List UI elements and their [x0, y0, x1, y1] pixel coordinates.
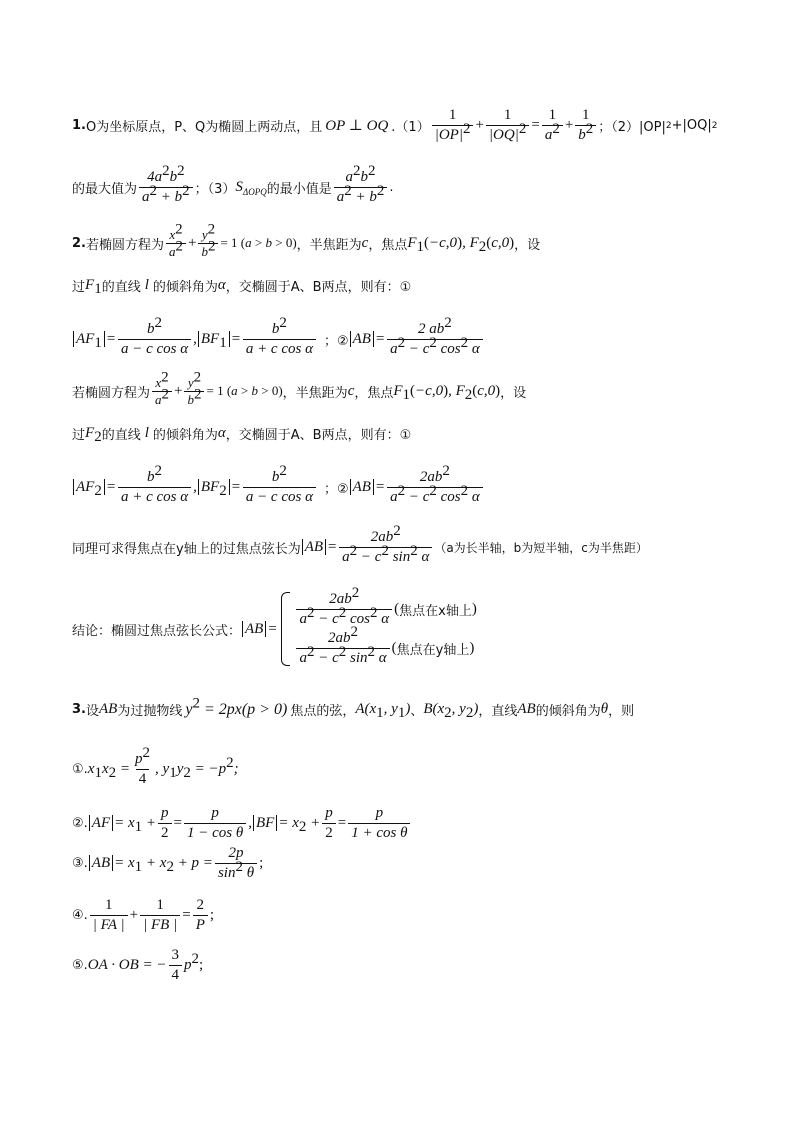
p2-a3: ，焦点 — [368, 237, 408, 253]
p2-g2: （a为长半轴，b为短半轴，c为半焦距） — [434, 541, 648, 556]
p1-frac-oq: $\frac{1}{|OQ|^2}$ — [486, 108, 529, 143]
p3-i3: ③. — [72, 856, 88, 872]
p2-number: 2. — [72, 235, 86, 251]
p2-e3: 的倾斜角为 — [152, 428, 218, 443]
p2-h3: 焦点在y轴上 — [396, 643, 470, 659]
p3-item4: ④. $\frac{1}{| FA |}$ + $\frac{1}{| FB |}$ = $\frac{2}{P}$ ; — [72, 897, 215, 933]
p1-text3: ；（2）|OP| — [598, 120, 666, 136]
p2-h1: 结论：椭圆过焦点弦长公式： — [72, 623, 242, 639]
p2-b3: 的倾斜角为 — [152, 280, 218, 295]
p1-text2: .（1） — [391, 120, 430, 136]
p1-line2a: 的最大值为 — [72, 182, 138, 198]
p3-line1: 3. 设 AB 为过抛物线 $y^2 = 2px(p > 0)$ 焦点的弦， $A(x_1$, $y_1$) 、 $B(x_2$, $y_2$) ，直线 AB 的倾斜角为 θ ，则 — [72, 695, 635, 721]
p2-line6: $AF_2$ = $\frac{b^2}{\text{a + c cos α}}$ , $BF_2$ = $\frac{b^2}{\text{a − c cos α}}$ ；② AB = $\frac{2ab^2}{a^2 - c^2 \cos^2 \alpha}$ — [72, 470, 485, 505]
p2-line1: 2. 若椭圆方程为 $\frac{x^2}{a^2}$ + $\frac{y^2}{b^2}$ = 1 (a > b > 0) ，半焦距为 c ，焦点 $F_1(-c,0)$, $F_2(c,0)$ ，设 — [72, 221, 541, 259]
p3-number: 3. — [72, 702, 86, 717]
p2-b2: 的直线 — [101, 280, 141, 295]
p3-item2: ②. AF = $x_1$ + $\frac{p}{2}$ = $\frac{p}{\text{1 − cos θ}}$ , BF = $x_2$ + $\frac{p}{2}$ = $\frac{p}{\text{1 + cos θ}}$ — [72, 806, 412, 841]
p3-a4: ，直线 — [478, 704, 518, 719]
p1-text4: +|OQ| — [671, 118, 712, 134]
p2-d3: ，焦点 — [354, 385, 394, 401]
p2-a2: ，半焦距为 — [296, 237, 362, 253]
p1-text1: O为坐标原点，P、Q为椭圆上两动点，且 — [85, 120, 323, 136]
p2-b4: ，交椭圆于A、B两点，则有：① — [225, 280, 412, 295]
brace-icon — [281, 592, 290, 666]
p3-i4: ④. — [72, 908, 88, 924]
p1-number: 1. — [72, 118, 86, 134]
p2-d2: ，半焦距为 — [282, 385, 348, 401]
p1-line2c: 的最小值是 — [266, 182, 332, 198]
p2-a1: 若椭圆方程为 — [85, 237, 164, 253]
p2-a4: ，设 — [514, 237, 541, 253]
p2-c1: ；② — [323, 334, 349, 350]
p2-line3: $AF_1$ = $\frac{b^2}{\text{a − c cos α}}$ , $BF_1$ = $\frac{b^2}{\text{a + c cos α}}$ ；② AB = $\frac{2 ab^2}{a^2 - c^2 \cos^2 \alpha}$ — [72, 322, 485, 357]
p2-line4: 若椭圆方程为 $\frac{x^2}{a^2}$ + $\frac{y^2}{b^2}$ = 1 (a > b > 0) ，半焦距为 c ，焦点 $F_1(-c,0)$, $F_2(c,0)$ ，设 — [72, 369, 527, 407]
p1-min-frac: $\frac{a^2b^2}{a^2 + b^2}$ — [334, 170, 388, 205]
p3-i2: ②. — [72, 816, 88, 832]
p3-item3: ③. AB = $x_1 + x_2 + p$ = $\frac{2p}{\sin^2 \theta}$ ; — [72, 845, 264, 881]
p2-d4: ，设 — [500, 385, 527, 401]
p2-b1: 过 — [72, 280, 86, 295]
p1-line2d: . — [389, 180, 394, 196]
p3-a2: 为过抛物线 — [117, 704, 183, 719]
p3-i5: ⑤. — [72, 958, 88, 974]
p1-line1: 1. O为坐标原点，P、Q为椭圆上两动点，且 OP ⊥ OQ .（1） $\frac{1}{|OP|^2}$ + $\frac{1}{|OQ|^2}$ = $\frac{1}{a^2}$ + $\frac{1}{b^2}$ ；（2）|OP| 2 +|OQ| 2 — [72, 107, 718, 143]
p3-a5: 的倾斜角为 — [535, 704, 601, 719]
p3-item5: ⑤. OA · OB = − $\frac{3}{4}$ $p^2$ ; — [72, 947, 204, 983]
p2-f1: ；② — [323, 482, 349, 498]
p3-a1: 设 — [85, 704, 99, 719]
p2-d1: 若椭圆方程为 — [72, 385, 151, 401]
p1-cond: OP ⊥ OQ — [325, 118, 389, 135]
p3-i1: ①. — [72, 762, 88, 778]
p3-a3: 焦点的弦， — [290, 704, 356, 719]
p2-g1: 同理可求得焦点在y轴上的过焦点弦长为 — [72, 542, 301, 558]
p2-line2: 过 $F_1$ 的直线 l 的倾斜角为 α ，交椭圆于A、B两点，则有：① — [72, 277, 412, 297]
p1-frac-op: $\frac{1}{|OP|^2}$ — [432, 108, 474, 143]
p1-max-frac: $\frac{4a^2b^2}{a^2 + b^2}$ — [139, 170, 193, 205]
p2-h2: 焦点在x轴上 — [399, 604, 472, 620]
p3-item1: ①. $x_1x_2$ = $\frac{p^2}{4}$ , $y_1y_2 = -p^2$; — [72, 745, 239, 787]
p2-e4: ，交椭圆于A、B两点，则有：① — [225, 428, 412, 443]
p1-frac-b: $\frac{1}{b^2}$ — [575, 108, 596, 143]
p2-e1: 过 — [72, 428, 86, 443]
p1-line2b: ；（3） — [194, 182, 236, 198]
p1-frac-a: $\frac{1}{a^2}$ — [542, 108, 563, 143]
p2-line5: 过 $F_2$ 的直线 l 的倾斜角为 α ，交椭圆于A、B两点，则有：① — [72, 425, 412, 445]
p2-line7: 同理可求得焦点在y轴上的过焦点弦长为 AB = $\frac{2ab^2}{a^2 - c^2 \sin^2 \alpha}$ （a为长半轴，b为短半轴，c为半焦距） — [72, 523, 648, 565]
p3-a6: ，则 — [608, 704, 635, 719]
p2-conclusion: 结论：椭圆过焦点弦长公式： AB = $\frac{2ab^2}{a^2 - c^2 \cos^2 \alpha}$ ( 焦点在x轴上 ) $\frac{2ab^2}{a^2 - c^2 \sin^2 \alpha}$ ( 焦点在y轴上 ) — [72, 585, 477, 666]
p1-line2: 的最大值为 $\frac{4a^2b^2}{a^2 + b^2}$ ；（3） $S_{\Delta OPQ}$ 的最小值是 $\frac{a^2b^2}{a^2 + b^2}$ . — [72, 163, 394, 205]
p2-e2: 的直线 — [101, 428, 141, 443]
